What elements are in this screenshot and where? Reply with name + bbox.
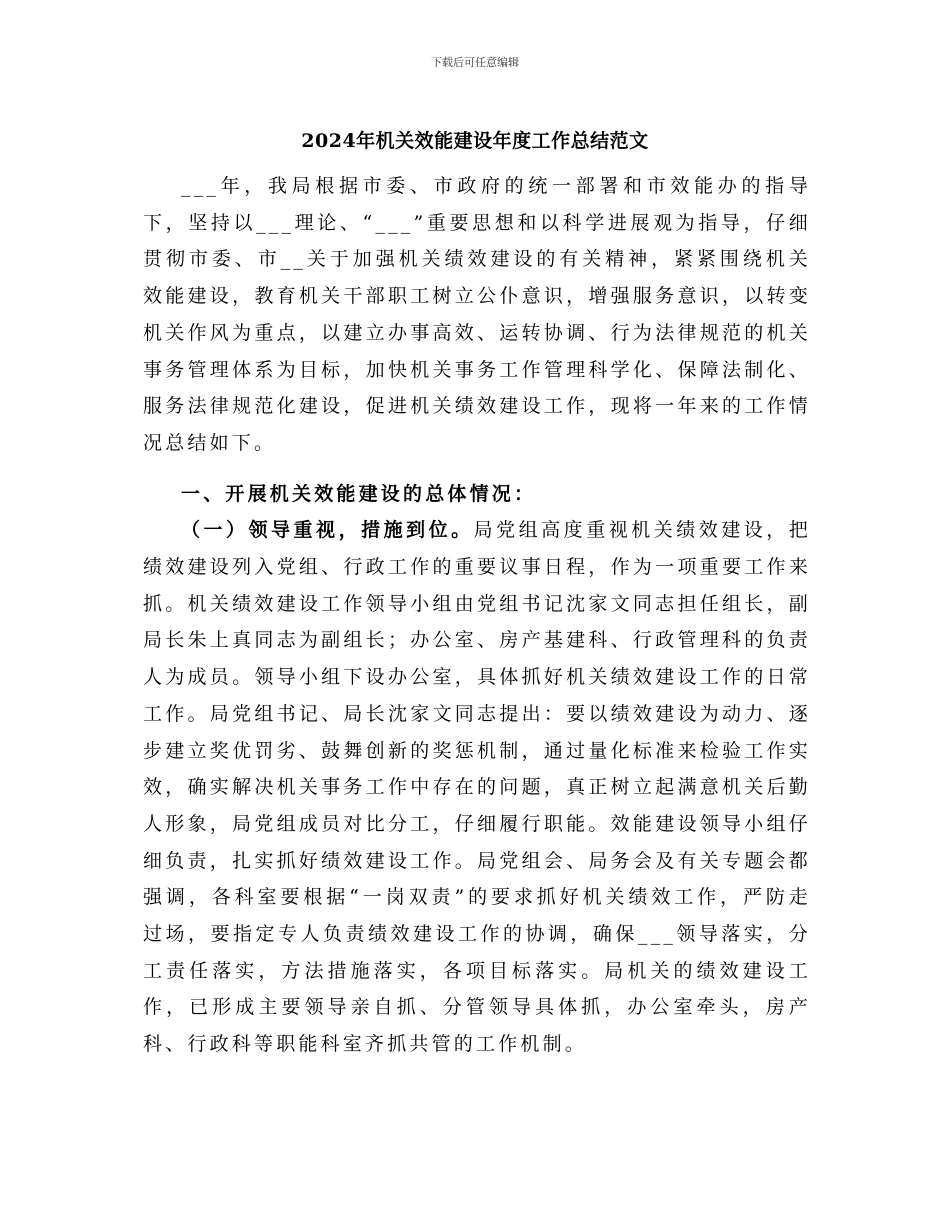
subsection-body: 局党组高度重视机关绩效建设，把绩效建设列入党组、行政工作的重要议事日程，作为一项重要工作来抓。机关绩效建设工作领导小组由党组书记沈家文同志担任组长，副局长朱上真同志为副组长；办公室、房产基建科、行政管理科的负责人为成员。领导小组下设办公室，具体抓好机关绩效建设工作的日常工作。局党组书记、局长沈家文同志提出：要以绩效建设为动力、逐步建立奖优罚劣、鼓舞创新的奖惩机制，通过量化标准来检验工作实效，确实解决机关事务工作中存在的问题，真正树立起满意机关后勤人形象，局党组成员对比分工，仔细履行职能。效能建设领导小组仔细负责，扎实抓好绩效建设工作。局党组会、局务会及有关专题会都强调，各科室要根据“一岗双责”的要求抓好机关绩效工作，严防走过场，要指定专人负责绩效建设工作的协调，确保___领导落实，分工责任落实，方法措施落实，各项目标落实。局机关的绩效建设工作，已形成主要领导亲自抓、分管领导具体抓，办公室牵头，房产科、行政科等职能科室齐抓共管的工作机制。	[143, 519, 811, 1056]
subsection-paragraph	[143, 512, 811, 1063]
document-body	[143, 168, 811, 1063]
page-header-note: 下载后可任意编辑	[431, 56, 519, 69]
subsection-lead: （一）领导重视，措施到位。	[181, 519, 474, 542]
intro-paragraph: ___年，我局根据市委、市政府的统一部署和市效能办的指导下，坚持以___理论、“___”重要思想和以科学进展观为指导，仔细贯彻市委、市__关于加强机关绩效建设的有关精神，紧紧围绕机关效能建设，教育机关干部职工树立公仆意识，增强服务意识，以转变机关作风为重点，以建立办事高效、运转协调、行为法律规范的机关事务管理体系为目标，加快机关事务工作管理科学化、保障法制化、服务法律规范化建设，促进机关绩效建设工作，现将一年来的工作情况总结如下。	[143, 175, 811, 454]
document-title: 2024年机关效能建设年度工作总结范文	[301, 130, 649, 152]
section-heading: 一、开展机关效能建设的总体情况：	[181, 482, 537, 505]
